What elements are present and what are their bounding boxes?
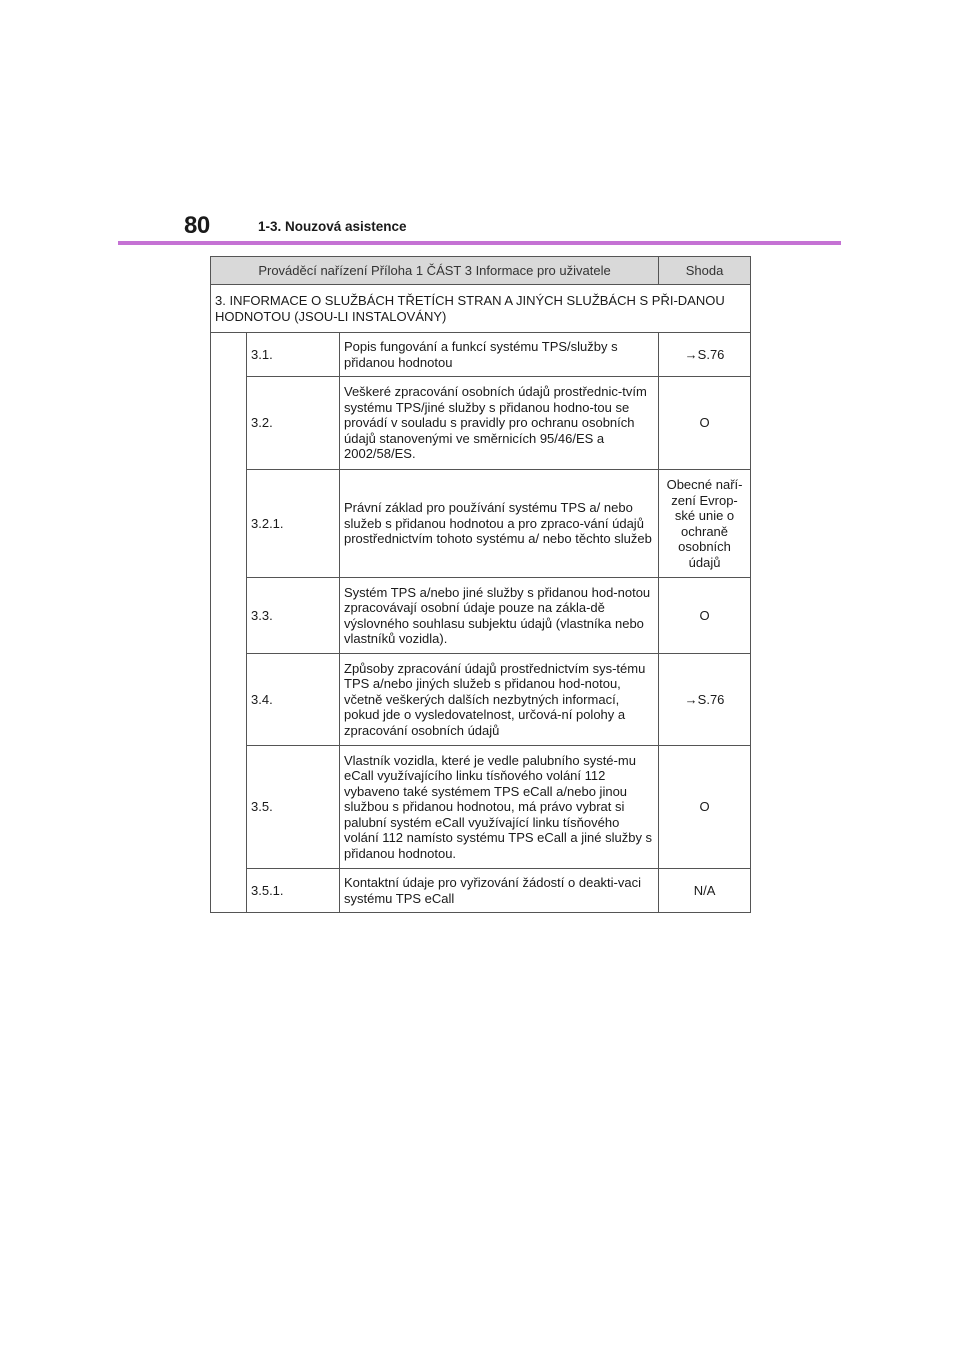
row-compliance: O	[659, 578, 751, 654]
table-row	[211, 377, 751, 470]
page-number: 80	[184, 212, 210, 239]
row-number: 3.4.	[247, 654, 340, 746]
row-compliance: O	[659, 377, 751, 470]
row-number: 3.5.1.	[247, 869, 340, 913]
header-compliance: Shoda	[659, 257, 751, 285]
row-description: Vlastník vozidla, které je vedle palubního systé-mu eCall využívajícího linku tísňového volání 112 vybaveno také systémem TPS eCall a/nebo jinou službou s přidanou hodnotou, má právo vybrat si palubní systém eCall využívající linku tísňového volání 112 namísto systému TPS eCall a jiné služby s přidanou hodnotou.	[340, 746, 659, 869]
section-heading: 3. INFORMACE O SLUŽBÁCH TŘETÍCH STRAN A JINÝCH SLUŽBÁCH S PŘI-DANOU HODNOTOU (JSOU-LI INSTALOVÁNY)	[211, 285, 751, 333]
table-row	[211, 333, 751, 377]
row-compliance: O	[659, 746, 751, 869]
section-title: 1-3. Nouzová asistence	[258, 219, 407, 234]
row-compliance: Obecné naří-zení Evrop-ské unie o ochraně osobních údajů	[659, 470, 751, 578]
row-description: Kontaktní údaje pro vyřizování žádostí o deakti-vaci systému TPS eCall	[340, 869, 659, 913]
row-number: 3.2.1.	[247, 470, 340, 578]
table-row	[211, 746, 751, 869]
row-compliance: →S.76	[659, 654, 751, 746]
regulation-table	[210, 256, 751, 913]
row-description: Systém TPS a/nebo jiné služby s přidanou hod-notou zpracovávají osobní údaje pouze na zákla-dě výslovného souhlasu subjektu údajů (vlastníka nebo vlastníků vozidla).	[340, 578, 659, 654]
table-row	[211, 470, 751, 578]
row-number: 3.3.	[247, 578, 340, 654]
row-description: Způsoby zpracování údajů prostřednictvím sys-tému TPS a/nebo jiných služeb s přidanou hod-notou, včetně veškerých dalších nezbytných informací, pokud jde o vysledovatelnost, určová-ní polohy a zpracování osobních údajů	[340, 654, 659, 746]
row-number: 3.2.	[247, 377, 340, 470]
row-compliance: N/A	[659, 869, 751, 913]
row-description: Veškeré zpracování osobních údajů prostřednic-tvím systému TPS/jiné služby s přidanou hodno-tou se provádí v souladu s pravidly pro ochranu osobních údajů stanovenými ve směrnicích 95/46/ES a 2002/58/ES.	[340, 377, 659, 470]
row-description: Právní základ pro používání systému TPS a/ nebo služeb s přidanou hodnotou a pro zpraco-vání údajů prostřednictvím tohoto systému a/ nebo těchto služeb	[340, 470, 659, 578]
table-row	[211, 654, 751, 746]
table-row	[211, 869, 751, 913]
section-heading-row	[211, 285, 751, 333]
row-number: 3.1.	[247, 333, 340, 377]
row-compliance: →S.76	[659, 333, 751, 377]
row-description: Popis fungování a funkcí systému TPS/služby s přidanou hodnotou	[340, 333, 659, 377]
header-regulation: Prováděcí nařízení Příloha 1 ČÁST 3 Informace pro uživatele	[211, 257, 659, 285]
table-row	[211, 578, 751, 654]
header-divider	[118, 241, 841, 245]
table-header-row	[211, 257, 751, 285]
row-number: 3.5.	[247, 746, 340, 869]
indent-cell	[211, 333, 247, 913]
